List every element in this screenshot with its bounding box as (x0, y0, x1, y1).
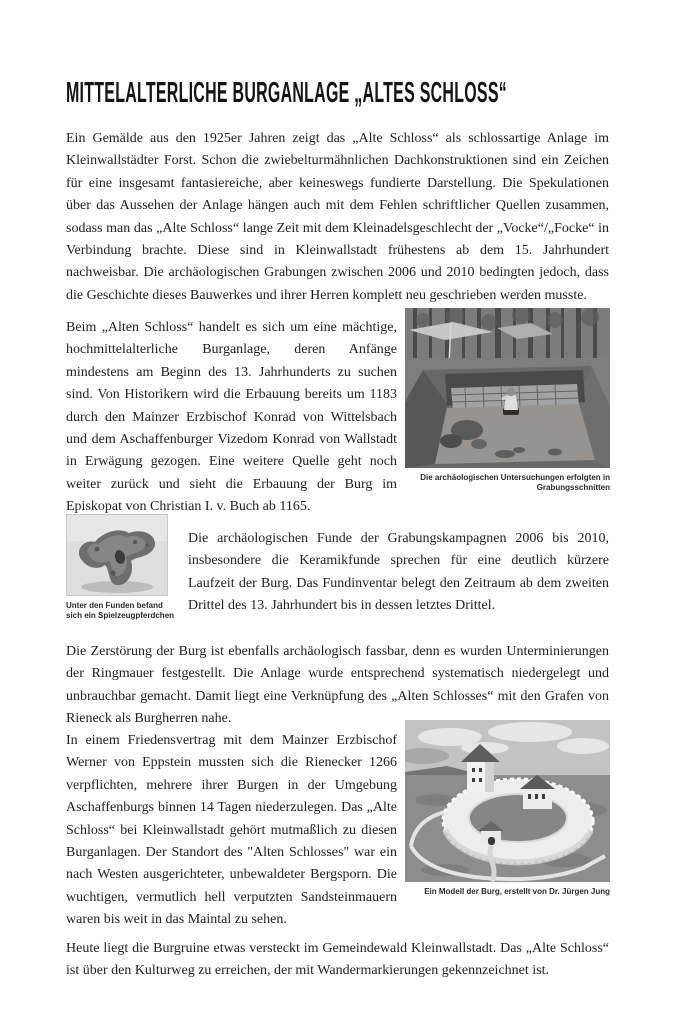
castle-model-image (405, 720, 610, 882)
excavation-photo-figure (405, 308, 610, 493)
excavation-caption: Die archäologischen Untersuchungen erfolgten in Grabungsschnitten (420, 473, 610, 492)
intro-paragraph: Ein Gemälde aus den 1925er Jahren zeigt das „Alte Schloss“ als schlossartige Anlage im Kleinwallstädter Forst. Schon die zwiebelturmähnlichen Dachkonstruktionen sind ein Zeichen für eine insgesamt fantasiereiche, aber keineswegs fundierte Darstellung. Die Spekulationen über das Aussehen der Anlage hängen auch mit dem Fehlen schriftlicher Quellen zusammen, sodass man das „Alte Schloss“ lange Zeit mit dem Kleinadelsgeschlecht der „Vocke“/„Focke“ in Verbindung brachte. Diese sind in Kleinwallstadt frühestens ab dem 15. Jahrhundert nachweisbar. Die archäologischen Grabungen zwischen 2006 und 2010 bedingten jedoch, dass die Geschichte dieses Bauwerkes und ihrer Herren komplett neu geschrieben werden musste. (66, 131, 609, 303)
excavation-photo (405, 308, 610, 468)
treaty-paragraph: In einem Friedensvertrag mit dem Mainzer Erzbischof Werner von Eppstein mussten sich die Rienecker 1266 verpflichten, mehrere ihrer Burgen in der Umgebung Aschaffenburgs binnen 14 Tagen niederzulegen. Das „Alte Schloss“ bei Kleinwallstadt gehört mutmaßlich zu diesen Burganlagen. Der Standort des "Alten Schlosses" war ein nach Westen ausgerichteter, unbewaldeter Bergsporn. Die wuchtigen, vermutlich hell verputzten Sandsteinmauern waren bis weit in das Maintal zu sehen. (66, 733, 397, 928)
today-paragraph: Heute liegt die Burgruine etwas versteckt im Gemeindewald Kleinwallstadt. Das „Alte Schloss“ ist über den Kulturweg zu erreichen, der mit Wandermarkierungen gekennzeichnet ist. (66, 941, 609, 979)
castle-model-caption: Ein Modell der Burg, erstellt von Dr. Jürgen Jung (424, 887, 610, 896)
page-title: MITTELALTERLICHE BURGANLAGE „ALTES SCHLOSS“ (66, 77, 507, 110)
toy-horse-figure (66, 514, 175, 621)
destruction-paragraph: Die Zerstörung der Burg ist ebenfalls archäologisch fassbar, denn es wurden Unterminierungen der Ringmauer festgestellt. Die Anlage wurde entsprechend systematisch niedergelegt und unbrauchbar gemacht. Damit liegt eine Verknüpfung des „Alten Schlosses“ mit den Grafen von Rieneck als Burgherren nahe. (66, 644, 609, 727)
toy-horse-caption: Unter den Funden befand sich ein Spielzeugpferdchen (66, 601, 175, 620)
toy-horse-photo (66, 514, 168, 596)
finds-paragraph: Die archäologischen Funde der Grabungskampagnen 2006 bis 2010, insbesondere die Keramikfunde sprechen für eine deutlich kürzere Laufzeit der Burg. Das Fundinventar belegt den Zeitraum ab dem zweiten Drittel des 13. Jahrhundert bis in dessen letztes Drittel. (188, 531, 609, 614)
castle-model-figure (405, 720, 610, 897)
construction-paragraph: Beim „Alten Schloss“ handelt es sich um eine mächtige, hochmittelalterliche Burganlage, deren Anfänge mindestens am Beginn des 13. Jahrhunderts zu suchen sind. Von Historikern wird die Erbauung bereits um 1183 durch den Mainzer Erzbischof Konrad von Wittelsbach und dem Aschaffenburger Vizedom Konrad von Wallstadt in Erwägung gezogen. Eine weitere Quelle geht noch weiter zurück und sieht die Erbauung der Burg im Episkopat von Christian I. v. Buch ab 1165. (66, 320, 397, 515)
